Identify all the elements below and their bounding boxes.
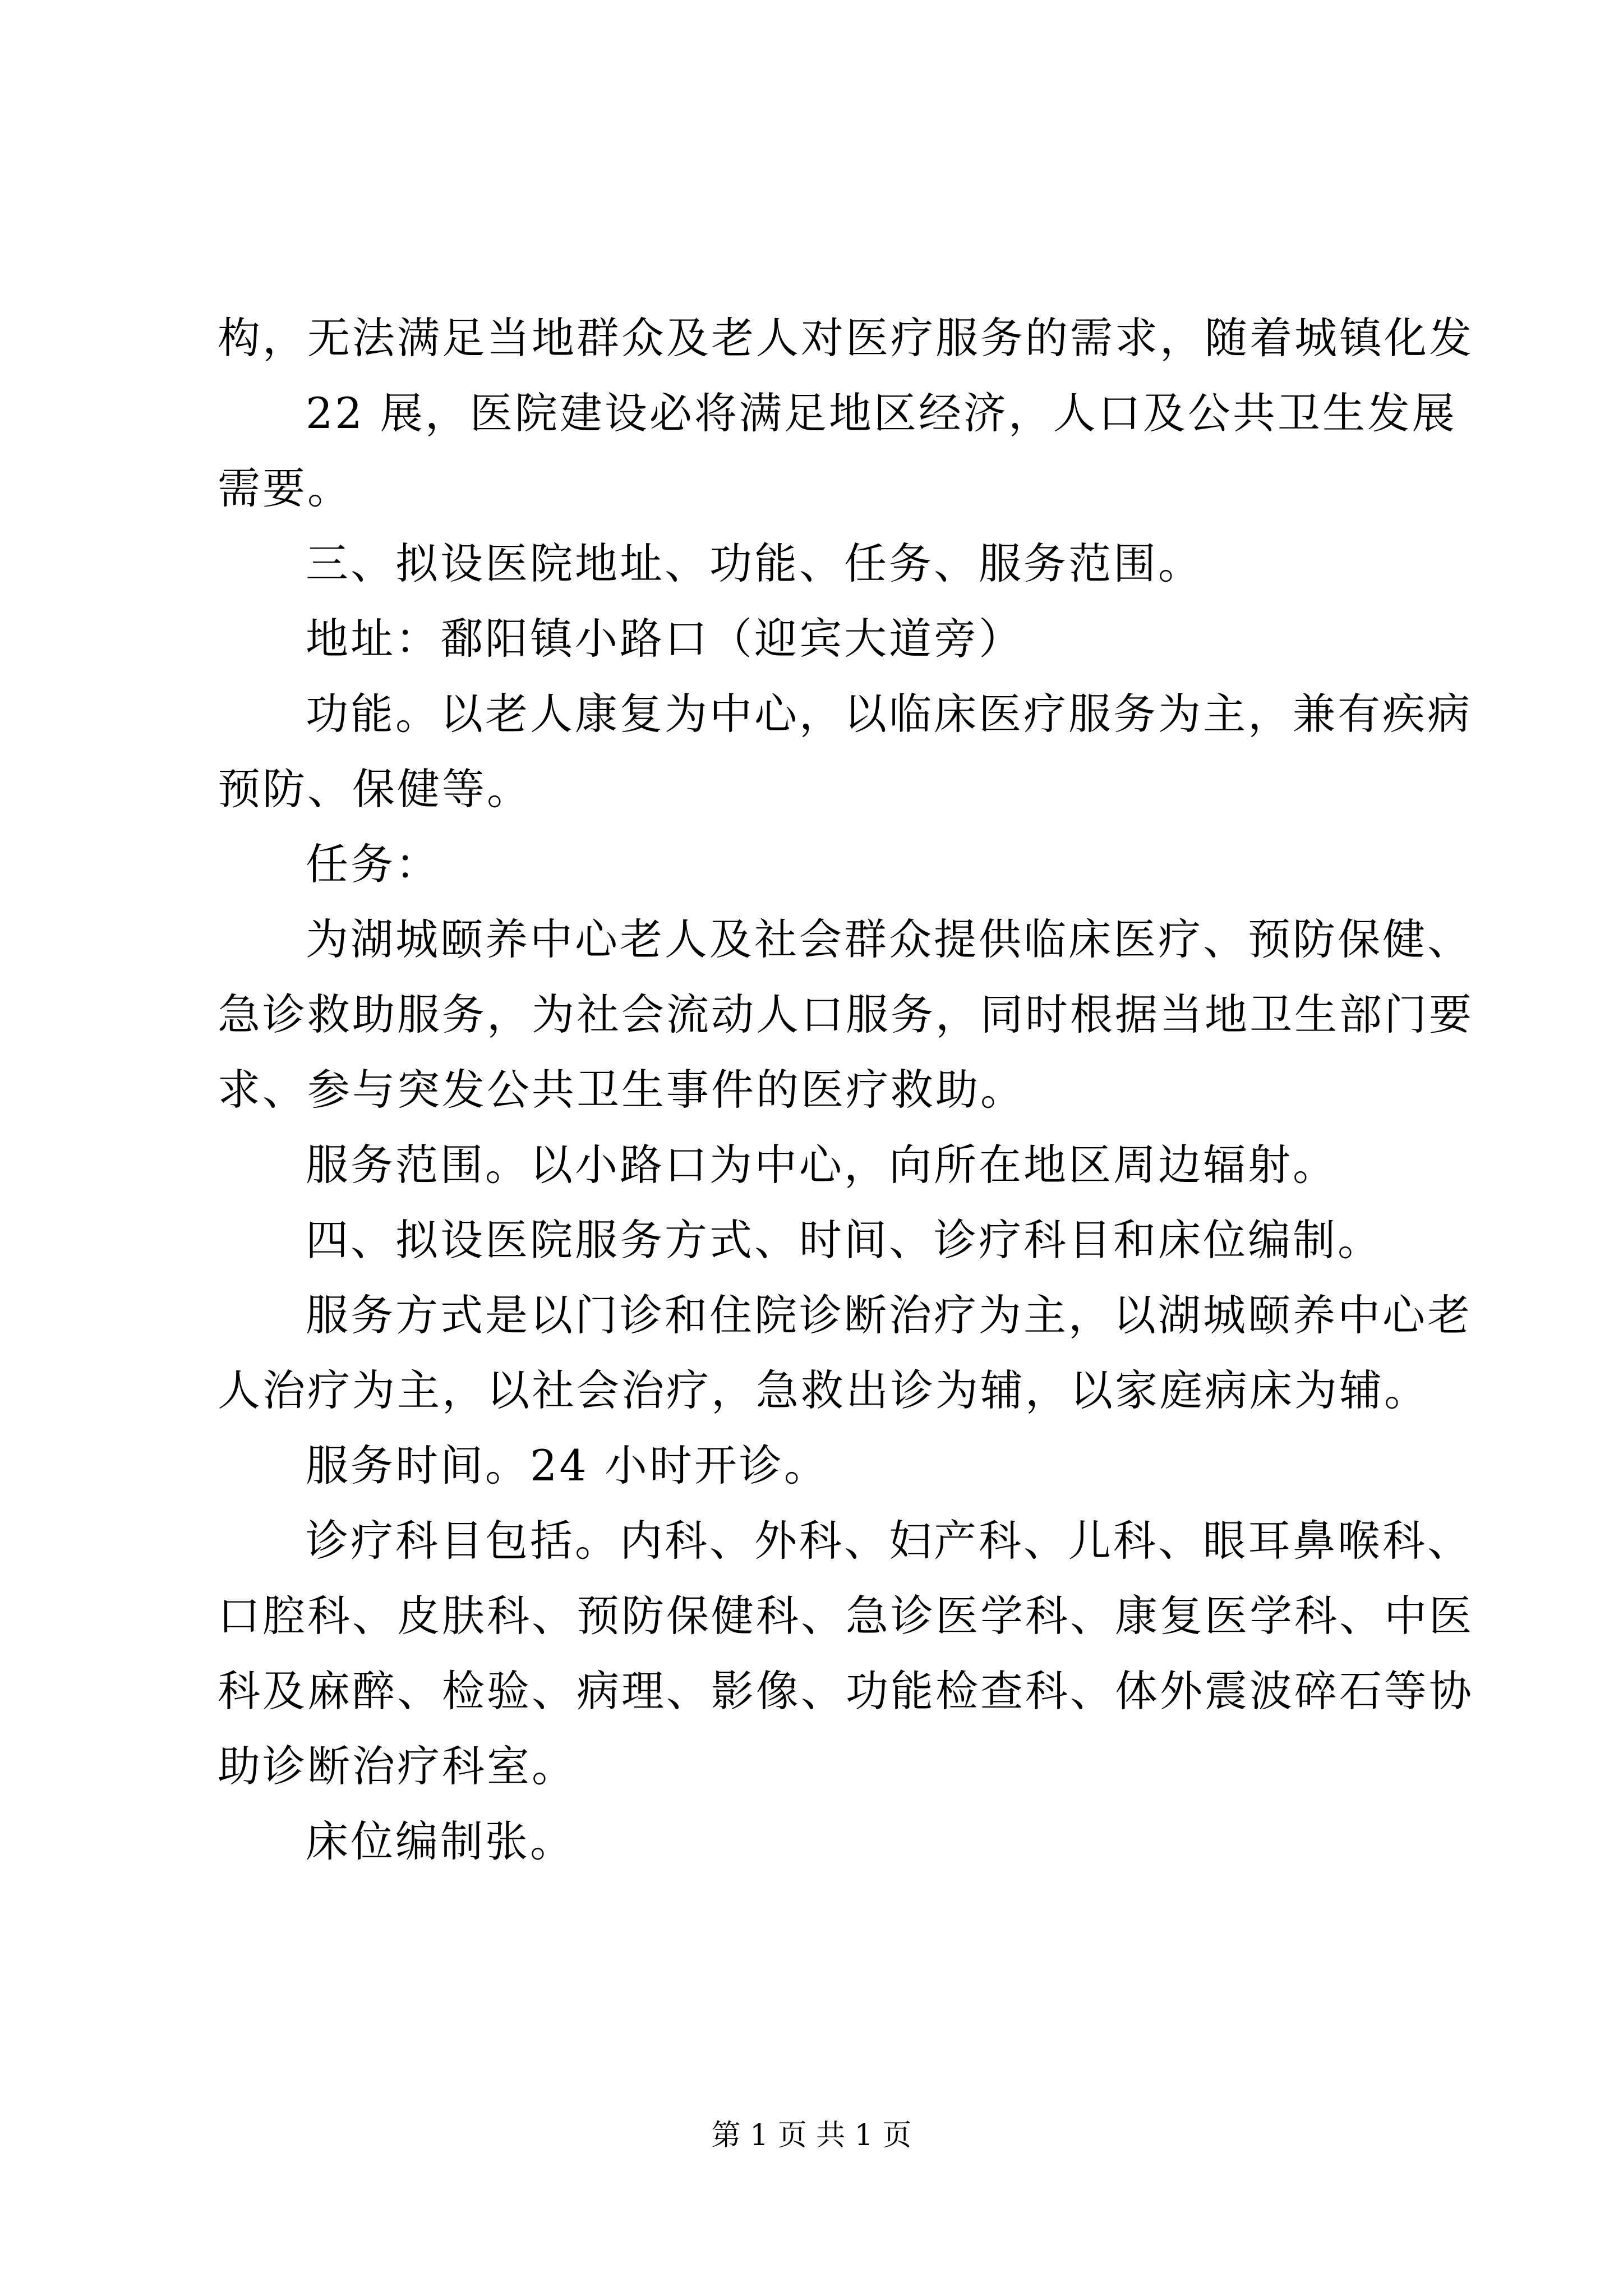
service-mode-line-1: 服务方式是以门诊和住院诊断治疗为主，以湖城颐养中心老 [306, 1290, 1472, 1340]
tasks-line-1: 为湖城颐养中心老人及社会群众提供临床医疗、预防保健、 [306, 914, 1472, 964]
body-line-2: 22 展，医院建设必将满足地区经济，人口及公共卫生发展 [306, 388, 1457, 438]
function-line-2: 预防、保健等。 [218, 764, 532, 814]
function-line-1: 功能。以老人康复为中心，以临床医疗服务为主，兼有疾病 [306, 689, 1472, 739]
service-mode-line-2: 人治疗为主，以社会治疗，急救出诊为辅，以家庭病床为辅。 [218, 1365, 1429, 1415]
departments-line-2: 口腔科、皮肤科、预防保健科、急诊医学科、康复医学科、中医 [218, 1591, 1474, 1641]
tasks-line-3: 求、参与突发公共卫生事件的医疗救助。 [218, 1065, 1025, 1115]
service-scope-line: 服务范围。以小路口为中心，向所在地区周边辐射。 [306, 1140, 1338, 1190]
bed-count-line: 床位编制张。 [306, 1816, 575, 1866]
section-heading-3: 三、拟设医院地址、功能、任务、服务范围。 [306, 539, 1203, 588]
page-number-footer: 第 1 页 共 1 页 [711, 2119, 912, 2152]
body-line-3: 需要。 [218, 463, 352, 513]
departments-line-1: 诊疗科目包括。内科、外科、妇产科、儿科、眼耳鼻喉科、 [306, 1516, 1472, 1566]
departments-line-3: 科及麻醉、检验、病理、影像、功能检查科、体外震波碎石等协 [218, 1666, 1474, 1716]
departments-line-4: 助诊断治疗科室。 [218, 1741, 577, 1791]
body-line-1: 构，无法满足当地群众及老人对医疗服务的需求，随着城镇化发 [218, 313, 1474, 363]
section-heading-4: 四、拟设医院服务方式、时间、诊疗科目和床位编制。 [306, 1215, 1382, 1265]
tasks-label: 任务： [306, 839, 440, 889]
address-line: 地址：鄱阳镇小路口（迎宾大道旁） [306, 614, 1023, 664]
tasks-line-2: 急诊救助服务，为社会流动人口服务，同时根据当地卫生部门要 [218, 990, 1474, 1039]
service-time-line: 服务时间。24 小时开诊。 [306, 1441, 829, 1490]
